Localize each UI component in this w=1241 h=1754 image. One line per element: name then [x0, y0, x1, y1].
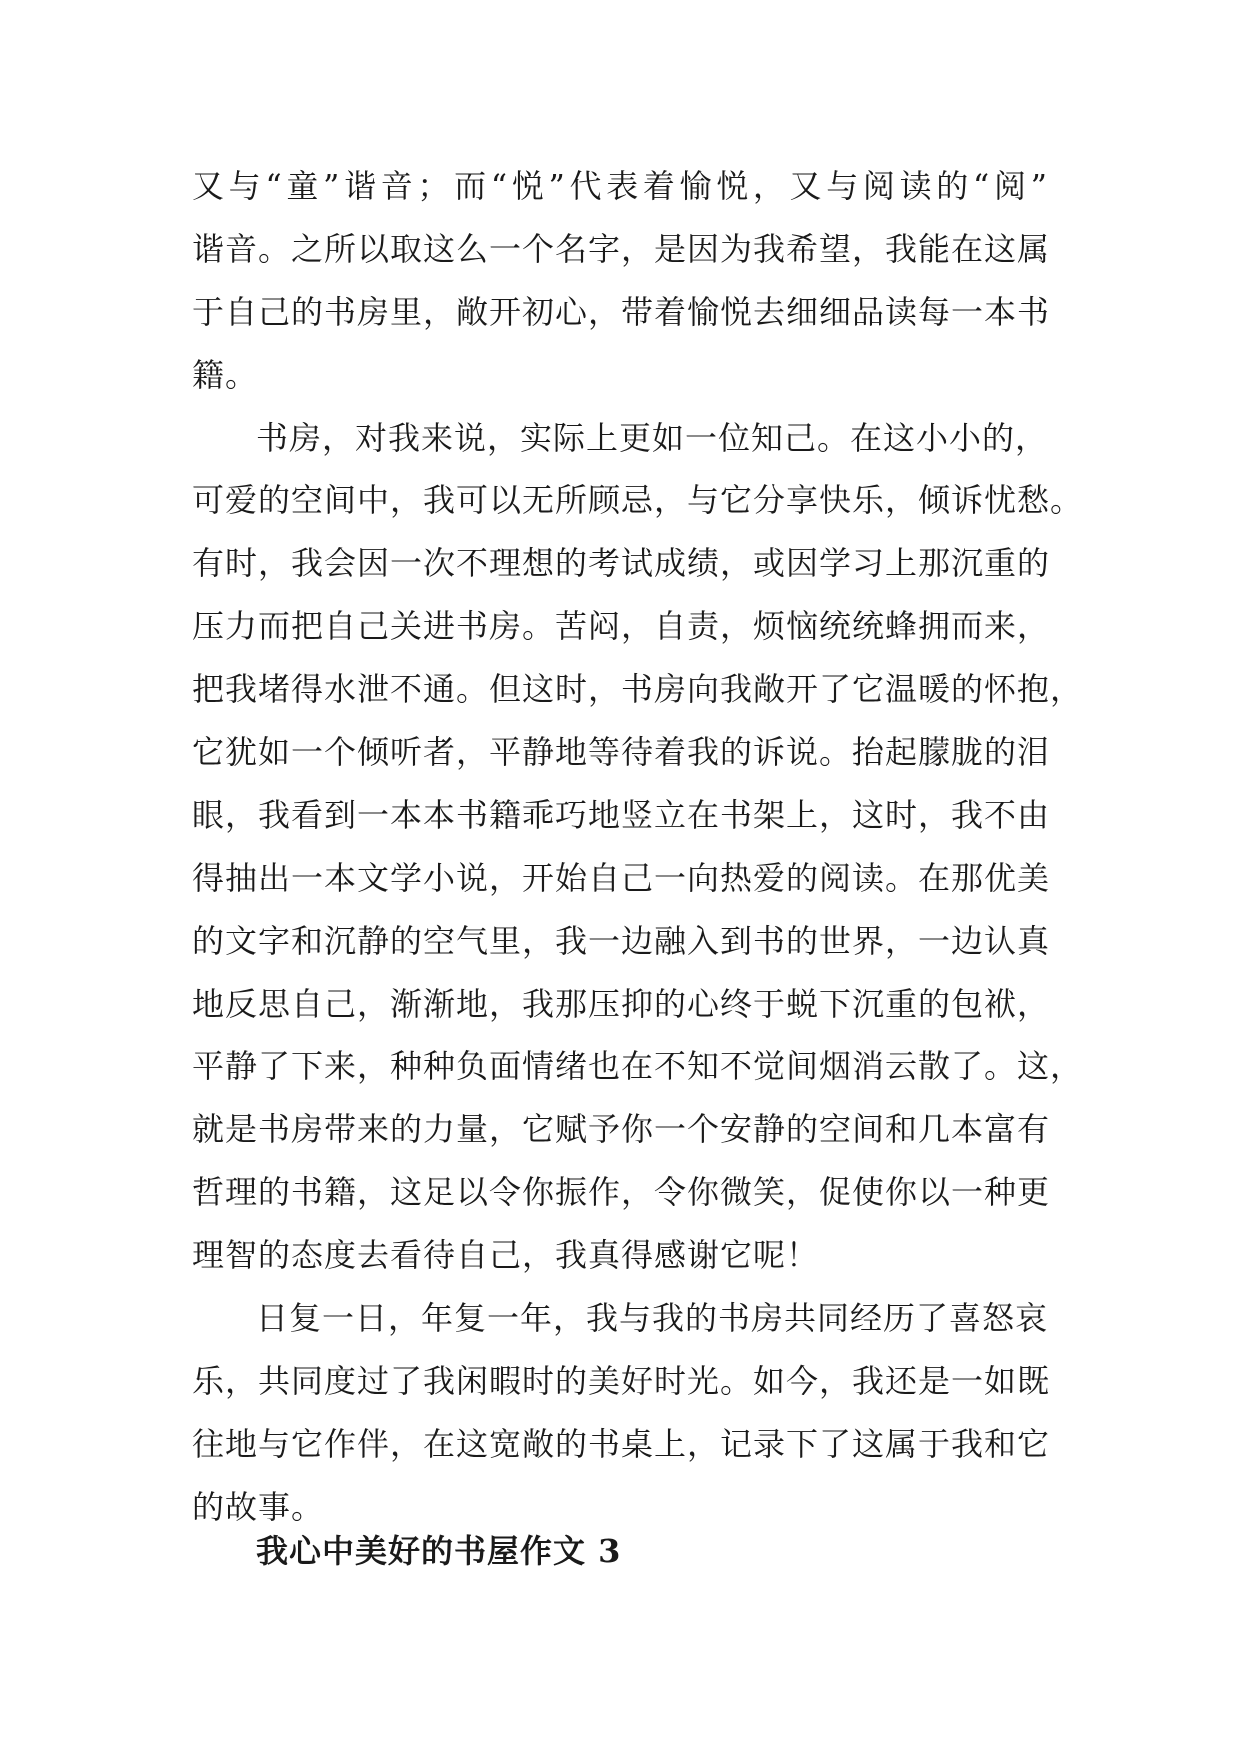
text-line: 谐音。之所以取这么一个名字，是因为我希望，我能在这属 — [192, 229, 1051, 268]
text-line: 把我堵得水泄不通。但这时，书房向我敞开了它温暖的怀抱， — [192, 670, 1084, 709]
text-line: 压力而把自己关进书房。苦闷，自责，烦恼统统蜂拥而来， — [192, 607, 1051, 646]
text-line: 得抽出一本文学小说，开始自己一向热爱的阅读。在那优美 — [192, 858, 1051, 897]
text-line: 它犹如一个倾听者，平静地等待着我的诉说。抬起朦胧的泪 — [192, 733, 1051, 772]
text-line: 可爱的空间中，我可以无所顾忌，与它分享快乐，倾诉忧愁。 — [192, 481, 1084, 520]
section-heading: 我心中美好的书屋作文 3 — [256, 1532, 622, 1570]
text-line: 于自己的书房里，敞开初心，带着愉悦去细细品读每一本书 — [192, 292, 1051, 331]
text-line: 的故事。 — [192, 1487, 325, 1526]
text-line: 就是书房带来的力量，它赋予你一个安静的空间和几本富有 — [192, 1110, 1051, 1149]
text-line: 的文字和沉静的空气里，我一边融入到书的世界，一边认真 — [192, 921, 1051, 960]
essay-body — [192, 155, 1084, 1539]
text-line: 籍。 — [192, 355, 259, 394]
paragraph-first-line: 书房，对我来说，实际上更如一位知己。在这小小的， — [256, 418, 1049, 457]
paragraph-first-line: 日复一日，年复一年，我与我的书房共同经历了喜怒哀 — [256, 1299, 1049, 1338]
text-line: 地反思自己，渐渐地，我那压抑的心终于蜕下沉重的包袱， — [192, 984, 1051, 1023]
text-line: 平静了下来，种种负面情绪也在不知不觉间烟消云散了。这， — [192, 1047, 1084, 1086]
text-line: 有时，我会因一次不理想的考试成绩，或因学习上那沉重的 — [192, 544, 1051, 583]
text-line: 理智的态度去看待自己，我真得感谢它呢！ — [192, 1236, 820, 1275]
text-line: 乐，共同度过了我闲暇时的美好时光。如今，我还是一如既 — [192, 1361, 1051, 1400]
text-line: 哲理的书籍，这足以令你振作，令你微笑，促使你以一种更 — [192, 1173, 1051, 1212]
text-line: 眼，我看到一本本书籍乖巧地竖立在书架上，这时，我不由 — [192, 795, 1051, 834]
text-line: 往地与它作伴，在这宽敞的书桌上，记录下了这属于我和它 — [192, 1424, 1051, 1463]
text-line: 又与“童”谐音；而“悦”代表着愉悦，又与阅读的“阅” — [192, 167, 1048, 205]
